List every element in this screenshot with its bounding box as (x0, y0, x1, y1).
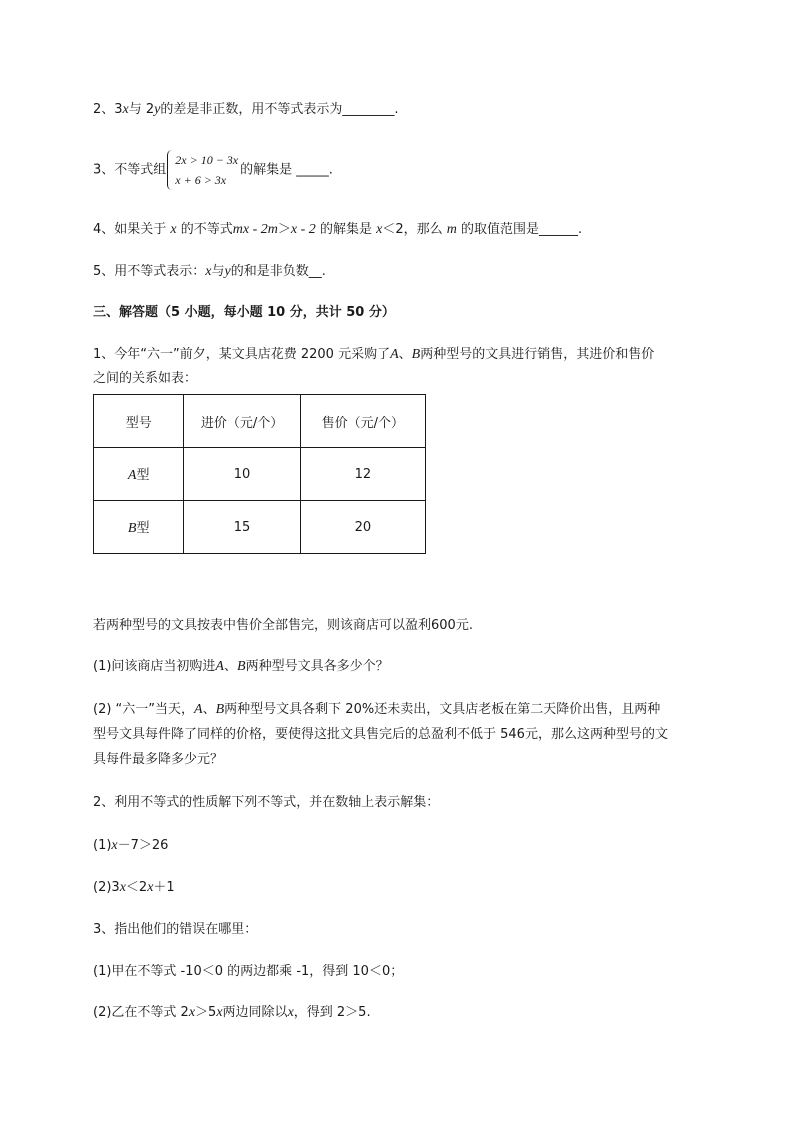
cell-price: 20 (300, 501, 425, 554)
problem-3-sub-2 (93, 1004, 371, 1022)
q5-text-b: 与 (211, 264, 225, 279)
q3-prefix: 3、不等式组 (93, 162, 167, 178)
q4-expr-left: mx - 2m (232, 222, 278, 237)
section-3-heading: 三、解答题（5 小题，每小题 10 分，共计 50 分） (93, 305, 395, 320)
var-A: A (127, 468, 137, 483)
q2-suffix: 的差是非正数，用不等式表示为________. (160, 102, 399, 117)
q5-text-c: 的和是非负数__. (230, 264, 326, 279)
var-x: x (170, 222, 177, 237)
q5-text-a: 5、用不等式表示： (93, 264, 206, 279)
var-x: x (188, 1005, 196, 1020)
question-3 (93, 150, 333, 190)
problem-2-intro: 2、利用不等式的性质解下列不等式，并在数轴上表示解集： (93, 795, 440, 810)
cell-model (94, 501, 184, 554)
var-x: x (376, 222, 383, 237)
q2-prefix: 2、3 (93, 102, 123, 117)
q4-text-g: ＜2，那么 (382, 222, 443, 237)
question-4 (93, 221, 582, 239)
var-B: B (127, 521, 137, 536)
problem-1-sub-2-line-2: 型号文具每件降了同样的价格，要使得这批文具售完后的总盈利不低于 546元，那么这两种型号的文 (93, 727, 668, 742)
header-model: 型号 (94, 395, 184, 448)
var-x: x (205, 264, 212, 279)
problem-1-sub-2-line-3: 具每件最多降多少元？ (93, 752, 224, 767)
problem-1-line-2: 之间的关系如表： (93, 371, 198, 386)
q3-suffix: 的解集是 _____. (240, 162, 333, 178)
inequality-system (167, 150, 238, 190)
var-x: x (111, 838, 118, 853)
problem-2-sub-1 (93, 837, 168, 855)
var-B: B (237, 659, 246, 674)
price-table (93, 394, 426, 554)
table-row (94, 448, 426, 501)
p2-s1-expr: －7＞26 (117, 838, 169, 853)
p2-s2-label: (2)3 (93, 880, 120, 895)
p1-sep: 、 (223, 659, 237, 674)
var-x: x (122, 102, 129, 117)
p1-s1-text-a: (1)问该商店当初购进 (93, 659, 216, 674)
q4-text-h: 的取值范围是______. (461, 222, 583, 237)
p1-sep: 、 (398, 347, 412, 362)
p3-s2-text-b: ＞5 (195, 1005, 217, 1020)
left-brace-icon (167, 150, 174, 190)
header-price: 售价（元/个） (300, 395, 425, 448)
p1-text-b: 两种型号的文具进行销售，其进价和售价 (420, 347, 655, 362)
cell-cost: 10 (184, 448, 300, 501)
var-x: x (119, 880, 126, 895)
model-suffix: 型 (136, 521, 150, 536)
p2-s2-expr-b: ＋1 (153, 880, 175, 895)
q2-mid: 与 2 (128, 102, 155, 117)
table-row (94, 501, 426, 554)
p2-s2-expr-a: ＜2 (125, 880, 148, 895)
header-cost: 进价（元/个） (184, 395, 300, 448)
var-m: m (446, 222, 457, 237)
table-header-row (94, 395, 426, 448)
p3-s2-text-d: ，得到 2＞5. (293, 1005, 371, 1020)
var-A: A (215, 659, 224, 674)
var-x: x (147, 880, 154, 895)
var-A: A (194, 702, 203, 717)
var-x: x (216, 1005, 223, 1020)
var-B: B (411, 347, 421, 362)
p2-s1-label: (1) (93, 838, 112, 853)
problem-1-line-1 (93, 346, 654, 364)
var-x: x (287, 1005, 294, 1020)
p1-s1-text-b: 两种型号文具各多少个？ (245, 659, 389, 674)
p1-text-a: 1、今年“六一”前夕，某文具店花费 2200 元采购了 (93, 347, 391, 362)
question-2 (93, 101, 399, 119)
var-A: A (390, 347, 399, 362)
q4-expr-right: x - 2 (290, 222, 316, 237)
problem-1-sub-2-line-1 (93, 701, 660, 719)
system-eq-2: x + 6 > 3x (175, 173, 227, 187)
q4-text-a: 4、如果关于 (93, 222, 167, 237)
problem-3-intro: 3、指出他们的错误在哪里： (93, 922, 258, 937)
p1-sep: 、 (202, 702, 216, 717)
var-y: y (224, 264, 231, 279)
q4-text-b: 的不等式 (180, 222, 233, 237)
var-y: y (154, 102, 161, 117)
problem-1-statement: 若两种型号的文具按表中售价全部售完，则该商店可以盈利600元. (93, 618, 473, 633)
var-B: B (215, 702, 225, 717)
model-suffix: 型 (136, 468, 150, 483)
q4-text-f: 的解集是 (319, 222, 372, 237)
p3-s2-text-a: (2)乙在不等式 2 (93, 1005, 189, 1020)
cell-price: 12 (300, 448, 425, 501)
p1-s2-text-a: (2) “六一”当天， (93, 702, 195, 717)
cell-model (94, 448, 184, 501)
problem-3-sub-1: (1)甲在不等式 -10＜0 的两边都乘 -1，得到 10＜0； (93, 964, 404, 979)
p3-s2-text-c: 两边同除以 (222, 1005, 288, 1020)
question-5 (93, 263, 326, 281)
problem-1-sub-1 (93, 658, 389, 676)
cell-cost: 15 (184, 501, 300, 554)
problem-2-sub-2 (93, 879, 175, 897)
p1-s2-text-b: 两种型号文具各剩下 20%还未卖出，文具店老板在第二天降价出售，且两种 (224, 702, 661, 717)
system-eq-1: 2x > 10 − 3x (175, 153, 239, 167)
q4-gt: ＞ (277, 222, 291, 237)
